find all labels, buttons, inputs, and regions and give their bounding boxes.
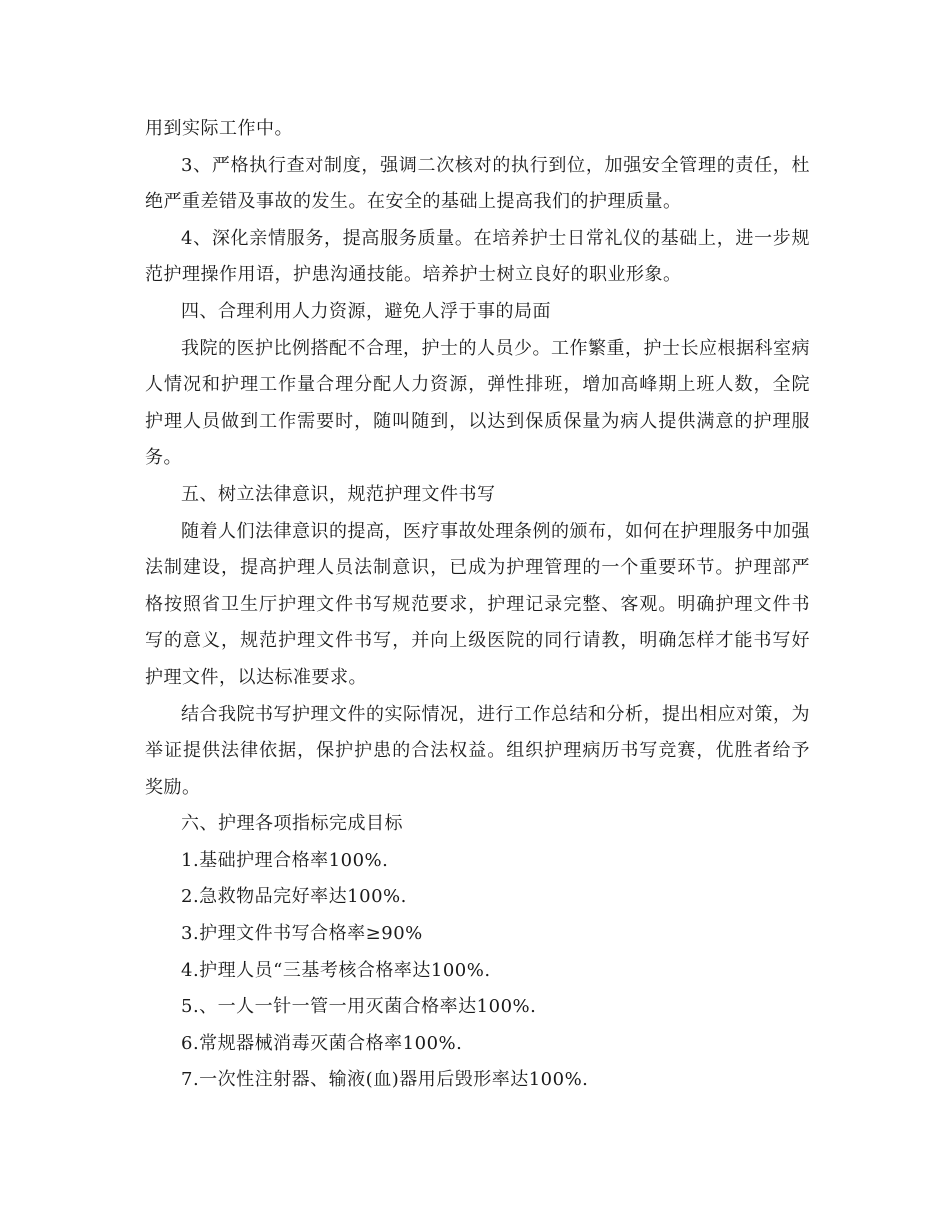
paragraph: 用到实际工作中。: [145, 118, 293, 139]
paragraph: 结合我院书写护理文件的实际情况，进行工作总结和分析，提出相应对策，为举证提供法律依据，保护护患的合法权益。组织护理病历书写竞赛，优胜者给予奖励。: [145, 703, 810, 798]
paragraph: 我院的医护比例搭配不合理，护士的人员少。工作繁重，护士长应根据科室病人情况和护理工作量合理分配人力资源，弹性排班，增加高峰期上班人数，全院护理人员做到工作需要时，随叫随到，以达到保质保量为病人提供满意的护理服务。: [145, 337, 810, 469]
list-item: 2.急救物品完好率达100%.: [181, 886, 407, 908]
document-body: [145, 111, 810, 1099]
list-item: 7.一次性注射器、输液(血)器用后毁形率达100%.: [181, 1069, 589, 1091]
paragraph: 3、严格执行查对制度，强调二次核对的执行到位，加强安全管理的责任，杜绝严重差错及事故的发生。在安全的基础上提高我们的护理质量。: [145, 154, 810, 213]
list-item: 6.常规器械消毒灭菌合格率100%.: [181, 1032, 463, 1054]
paragraph: 4、深化亲情服务，提高服务质量。在培养护士日常礼仪的基础上，进一步规范护理操作用语，护患沟通技能。培养护士树立良好的职业形象。: [145, 227, 810, 286]
section-heading: 四、合理利用人力资源，避免人浮于事的局面: [181, 300, 551, 322]
list-item: 3.护理文件书写合格率≥90%: [181, 923, 423, 945]
paragraph: 随着人们法律意识的提高，医疗事故处理条例的颁布，如何在护理服务中加强法制建设，提高护理人员法制意识，已成为护理管理的一个重要环节。护理部严格按照省卫生厅护理文件书写规范要求，护理记录完整、客观。明确护理文件书写的意义，规范护理文件书写，并向上级医院的同行请教，明确怎样才能书写好护理文件，以达标准要求。: [145, 520, 810, 688]
section-heading: 六、护理各项指标完成目标: [181, 813, 403, 835]
section-heading: 五、树立法律意识，规范护理文件书写: [181, 483, 496, 505]
list-item: 1.基础护理合格率100%.: [181, 849, 389, 871]
list-item: 4.护理人员“三基考核合格率达100%.: [181, 959, 491, 981]
list-item: 5.、一人一针一管一用灭菌合格率达100%.: [181, 996, 537, 1018]
